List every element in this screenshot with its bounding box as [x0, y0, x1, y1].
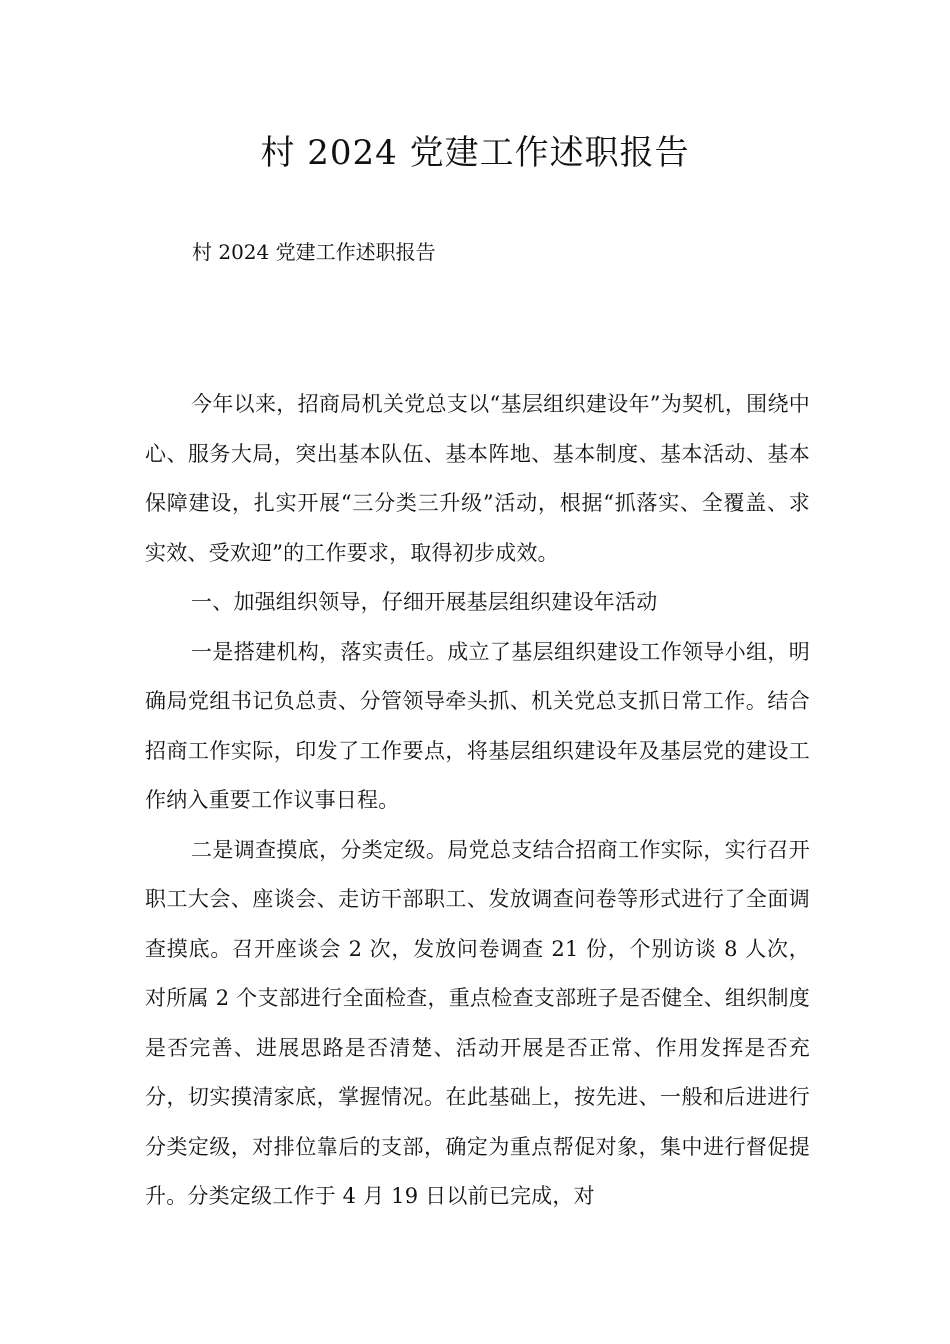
paragraph-point-1: 一是搭建机构，落实责任。成立了基层组织建设工作领导小组，明确局党组书记负总责、分管领导牵头抓、机关党总支抓日常工作。结合招商工作实际，印发了工作要点，将基层组织建设年及基层党的建设工作纳入重要工作议事日程。	[145, 639, 810, 812]
document-title: 村 2024 党建工作述职报告	[260, 133, 690, 173]
paragraph-point-2: 二是调查摸底，分类定级。局党总支结合招商工作实际，实行召开职工大会、座谈会、走访干部职工、发放调查问卷等形式进行了全面调查摸底。召开座谈会 2 次，发放问卷调查 21 份，个别访谈 8 人次，对所属 2 个支部进行全面检查，重点检查支部班子是否健全、组织制度是否完善、进展思路是否清楚、活动开展是否正常、作用发挥是否充分，切实摸清家底，掌握情况。在此基础上，按先进、一般和后进进行分类定级，对排位靠后的支部，确定为重点帮促对象，集中进行督促提升。分类定级工作于 4 月 19 日以前已完成，对	[145, 837, 810, 1208]
document-body	[145, 380, 810, 1222]
section-heading-1: 一、加强组织领导，仔细开展基层组织建设年活动	[191, 590, 658, 614]
paragraph-intro: 今年以来，招商局机关党总支以“基层组织建设年”为契机，围绕中心、服务大局，突出基本队伍、基本阵地、基本制度、基本活动、基本保障建设，扎实开展“三分类三升级”活动，根据“抓落实、全覆盖、求实效、受欢迎”的工作要求，取得初步成效。	[145, 392, 810, 565]
document-subtitle: 村 2024 党建工作述职报告	[192, 240, 436, 264]
